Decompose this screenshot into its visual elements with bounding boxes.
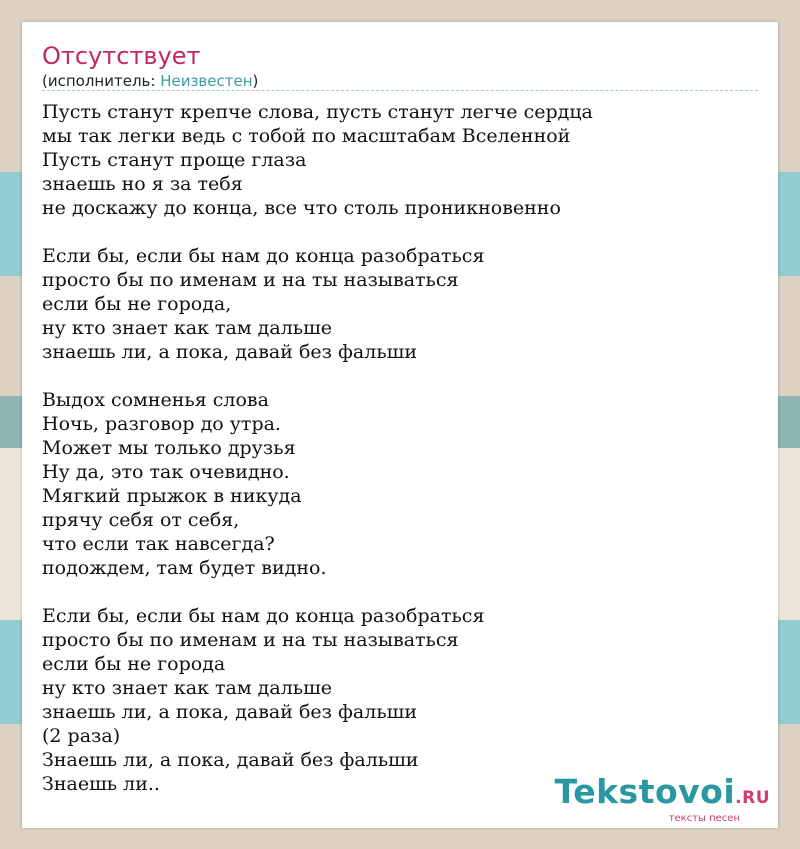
lyric-line <box>42 580 593 604</box>
lyric-line: Ночь, разговор до утра. <box>42 413 281 435</box>
lyric-line: Знаешь ли, а пока, давай без фальши <box>42 749 419 771</box>
lyrics-text <box>42 100 593 796</box>
lyric-line: знаешь но я за тебя <box>42 173 243 195</box>
song-title: Отсутствует <box>42 42 201 70</box>
lyric-line: Пусть станут проще глаза <box>42 149 307 171</box>
lyric-line: Ну да, это так очевидно. <box>42 461 290 483</box>
artist-line <box>42 72 258 90</box>
site-logo[interactable] <box>554 772 770 824</box>
lyric-line: (2 раза) <box>42 725 121 747</box>
artist-prefix: (исполнитель: <box>42 72 161 90</box>
lyric-line: Мягкий прыжок в никуда <box>42 485 302 507</box>
logo-brand-name: Tekstovoi <box>554 772 736 811</box>
lyric-line: Если бы, если бы нам до конца разобраться <box>42 245 485 267</box>
lyric-line: знаешь ли, а пока, давай без фальши <box>42 701 417 723</box>
lyric-line <box>42 220 593 244</box>
lyric-line: прячу себя от себя, <box>42 509 240 531</box>
lyrics-card <box>22 22 778 828</box>
logo-brand <box>554 772 770 815</box>
lyric-line: ну кто знает как там дальше <box>42 317 333 339</box>
lyric-line: Может мы только друзья <box>42 437 296 459</box>
title-divider <box>42 90 758 91</box>
lyric-line: ну кто знает как там дальше <box>42 677 333 699</box>
lyric-line: что если так навсегда? <box>42 533 275 555</box>
lyric-line: Пусть станут крепче слова, пусть станут легче сердца <box>42 101 593 123</box>
lyric-line: мы так легки ведь с тобой по масштабам Вселенной <box>42 125 571 147</box>
lyric-line: Знаешь ли.. <box>42 773 160 795</box>
lyric-line: если бы не города <box>42 653 226 675</box>
logo-tld: .RU <box>735 788 770 808</box>
artist-suffix: ) <box>252 72 259 90</box>
lyric-line: если бы не города, <box>42 293 232 315</box>
lyric-line: знаешь ли, а пока, давай без фальши <box>42 341 417 363</box>
artist-link[interactable]: Неизвестен <box>160 72 253 90</box>
lyric-line: просто бы по именам и на ты называться <box>42 629 459 651</box>
lyric-line: Если бы, если бы нам до конца разобраться <box>42 605 485 627</box>
lyric-line <box>42 364 593 388</box>
lyric-line: Выдох сомненья слова <box>42 389 269 411</box>
lyric-line: подождем, там будет видно. <box>42 557 327 579</box>
lyric-line: не доскажу до конца, все что столь проникновенно <box>42 197 561 219</box>
lyric-line: просто бы по именам и на ты называться <box>42 269 459 291</box>
logo-tagline: тексты песен <box>668 813 740 824</box>
